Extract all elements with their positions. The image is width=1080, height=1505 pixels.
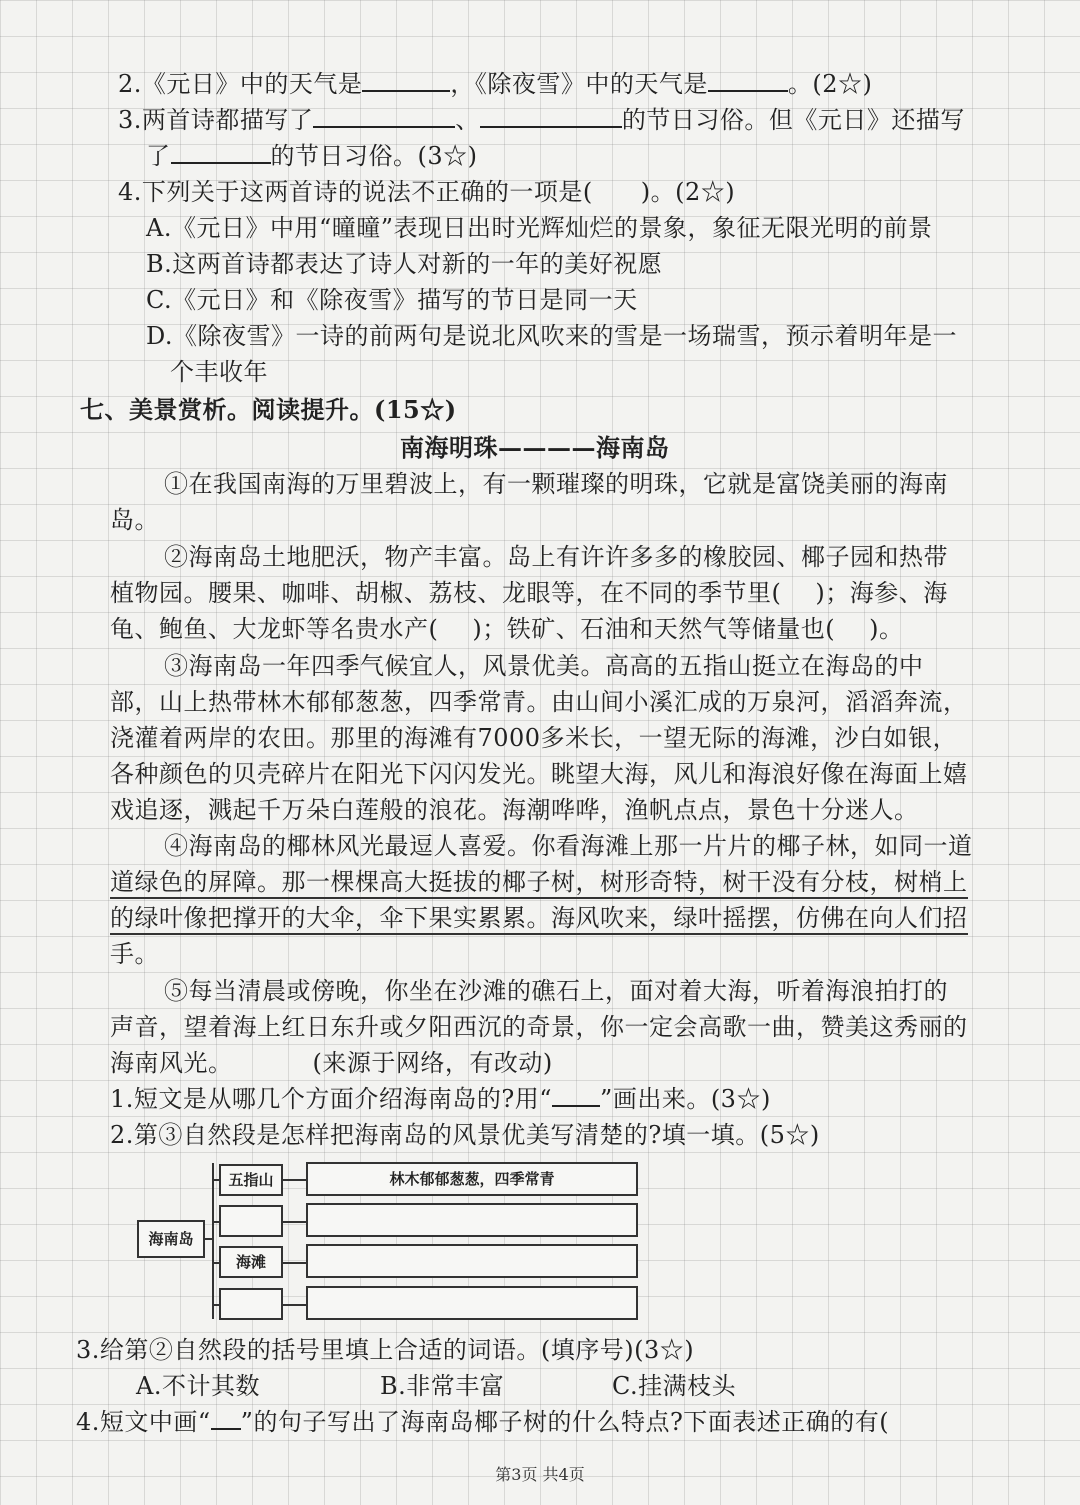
passage-line: 部，山上热带林木郁郁葱葱，四季常青。由山间小溪汇成的万泉河，滔滔奔流， — [110, 688, 968, 716]
q3-option-a: A.不计其数 — [136, 1372, 260, 1400]
connector — [283, 1262, 307, 1264]
question-3-line1: 3.两首诗都描写了 、 的节日习俗。但《元日》还描写 — [118, 106, 965, 134]
section-heading: 七、美景赏析。阅读提升。(15☆) — [80, 395, 457, 424]
page-number: 第3页 共4页 — [495, 1465, 585, 1484]
underline-symbol — [552, 1085, 600, 1107]
question-2: 2.第③自然段是怎样把海南岛的风景优美写清楚的?填一填。(5☆) — [110, 1121, 820, 1149]
underlined-sentence: 道绿色的屏障。那一棵棵高大挺拔的椰子树，树形奇特，树干没有分枝，树梢上 — [110, 868, 968, 899]
question-3: 3.给第②自然段的括号里填上合适的词语。(填序号)(3☆) — [76, 1336, 695, 1364]
question-4-stem: 4.下列关于这两首诗的说法不正确的一项是( )。(2☆) — [118, 178, 736, 206]
diagram-branch-blank[interactable] — [219, 1205, 283, 1237]
passage-line: ④海南岛的椰林风光最逗人喜爱。你看海滩上那一片片的椰子林，如同一道 — [164, 832, 973, 860]
passage-line: ①在我国南海的万里碧波上，有一颗璀璨的明珠，它就是富饶美丽的海南 — [164, 470, 948, 498]
option-b: B.这两首诗都表达了诗人对新的一年的美好祝愿 — [146, 250, 663, 278]
source-note: (来源于网络，有改动) — [312, 1049, 553, 1077]
passage-title: 南海明珠————海南岛 — [400, 433, 670, 462]
answer-blank[interactable] — [171, 142, 271, 164]
diagram-detail-blank[interactable] — [306, 1286, 638, 1320]
option-d-cont: 个丰收年 — [170, 358, 268, 386]
answer-blank[interactable] — [480, 106, 622, 128]
passage-line: 各种颜色的贝壳碎片在阳光下闪闪发光。眺望大海，风儿和海浪好像在海面上嬉 — [110, 760, 968, 788]
connector — [283, 1304, 307, 1306]
answer-blank[interactable] — [362, 70, 450, 92]
option-a: A.《元日》中用“曈曈”表现日出时光辉灿烂的景象，象征无限光明的前景 — [146, 214, 933, 242]
connector — [283, 1179, 307, 1181]
diagram-detail-blank[interactable] — [306, 1244, 638, 1278]
passage-line: 岛。 — [110, 506, 159, 534]
underline-symbol — [211, 1408, 241, 1430]
question-4: 4.短文中画“ ”的句子写出了海南岛椰子树的什么特点?下面表述正确的有( — [76, 1408, 890, 1436]
passage-line — [110, 866, 968, 898]
option-d: D.《除夜雪》一诗的前两句是说北风吹来的雪是一场瑞雪，预示着明年是一 — [146, 322, 958, 350]
passage-line: ③海南岛一年四季气候宜人，风景优美。高高的五指山挺立在海岛的中 — [164, 652, 924, 680]
passage-line: 手。 — [110, 940, 159, 968]
question-3-line2: 了 的节日习俗。(3☆) — [146, 142, 478, 170]
diagram-root: 海南岛 — [137, 1220, 205, 1258]
passage-line: 植物园。腰果、咖啡、胡椒、荔枝、龙眼等，在不同的季节里( )；海参、海 — [110, 579, 948, 607]
passage-line: 海南风光。 (来源于网络，有改动) — [110, 1049, 553, 1077]
passage-line: 浇灌着两岸的农田。那里的海滩有7000多米长，一望无际的海滩，沙白如银， — [110, 724, 958, 752]
answer-blank[interactable] — [313, 106, 455, 128]
diagram-branch-blank[interactable] — [219, 1288, 283, 1320]
passage-line — [110, 902, 968, 934]
passage-line: ②海南岛土地肥沃，物产丰富。岛上有许许多多的橡胶园、椰子园和热带 — [164, 543, 948, 571]
passage-line: 龟、鲍鱼、大龙虾等名贵水产( )；铁矿、石油和天然气等储量也( )。 — [110, 615, 904, 643]
diagram-branch-label: 五指山 — [219, 1164, 283, 1196]
diagram-branch-label: 海滩 — [219, 1246, 283, 1278]
connector — [283, 1221, 307, 1223]
q3-option-c: C.挂满枝头 — [612, 1372, 737, 1400]
diagram-detail-box: 林木郁郁葱葱，四季常青 — [306, 1162, 638, 1196]
underlined-sentence: 的绿叶像把撑开的大伞，伞下果实累累。海风吹来，绿叶摇摆，仿佛在向人们招 — [110, 904, 968, 935]
question-2: 2.《元日》中的天气是 ，《除夜雪》中的天气是 。(2☆) — [118, 70, 873, 98]
passage-line: 声音，望着海上红日东升或夕阳西沉的奇景，你一定会高歌一曲，赞美这秀丽的 — [110, 1013, 968, 1041]
q3-option-b: B.非常丰富 — [380, 1372, 505, 1400]
passage-line: 戏追逐，溅起千万朵白莲般的浪花。海潮哗哗，渔帆点点，景色十分迷人。 — [110, 796, 919, 824]
passage-line: ⑤每当清晨或傍晚，你坐在沙滩的礁石上，面对着大海，听着海浪拍打的 — [164, 977, 948, 1005]
diagram-detail-blank[interactable] — [306, 1203, 638, 1237]
option-c: C.《元日》和《除夜雪》描写的节日是同一天 — [146, 286, 638, 314]
question-1: 1.短文是从哪几个方面介绍海南岛的?用“ ”画出来。(3☆) — [110, 1085, 771, 1113]
answer-blank[interactable] — [708, 70, 788, 92]
connector — [212, 1163, 214, 1319]
